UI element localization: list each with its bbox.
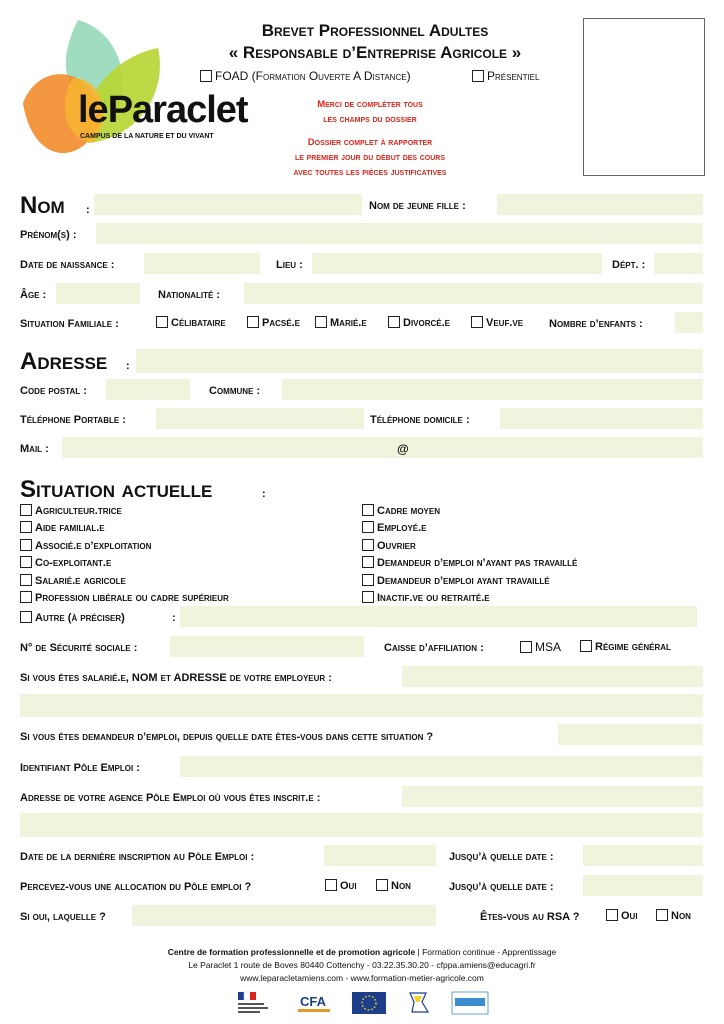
checkbox-allocation-non[interactable]	[376, 879, 388, 891]
title-line1: Brevet Professionnel Adultes	[261, 21, 489, 40]
eu-flag-icon	[352, 992, 386, 1014]
identifiant-label: Identifiant Pôle Emploi :	[20, 762, 140, 774]
situation-left-option-label: Salarié.e agricole	[35, 574, 126, 587]
nom-jeune-fille-field[interactable]	[497, 194, 703, 215]
situation-right-option-label: Employé.e	[377, 522, 427, 535]
situation-familiale-label: Situation Familiale :	[20, 318, 119, 330]
situation-left-checkbox-5[interactable]	[20, 574, 32, 586]
date-naissance-label: Date de naissance :	[20, 259, 115, 271]
checkbox-marie[interactable]	[315, 316, 327, 328]
employeur-field-2[interactable]	[20, 694, 703, 717]
logo-tagline: CAMPUS DE LA NATURE ET DU VIVANT	[80, 133, 214, 140]
footer-line3: www.leparacletamiens.com - www.formation-metier-agricole.com	[240, 973, 484, 983]
caisse-label: Caisse d’affiliation :	[384, 642, 484, 654]
lieu-field[interactable]	[312, 253, 602, 274]
dept-label: Dépt. :	[612, 259, 646, 271]
commune-label: Commune :	[209, 385, 261, 397]
code-postal-label: Code postal :	[20, 385, 87, 397]
jusqua-field-1[interactable]	[583, 845, 703, 866]
nombre-enfants-field[interactable]	[675, 312, 703, 333]
cfa-logo-icon: CFA	[300, 994, 326, 1009]
hauts-de-france-logo-icon	[452, 992, 488, 1014]
situation-right-checkbox-3[interactable]	[362, 539, 374, 551]
checkbox-regime-general[interactable]	[580, 640, 592, 652]
situation-left-option-label: Profession libérale ou cadre supérieur	[35, 592, 229, 604]
situation-right-checkbox-1[interactable]	[362, 504, 374, 516]
prenoms-field[interactable]	[96, 223, 703, 244]
situation-right-option-label: Demandeur d’emploi n’ayant pas travaillé	[377, 557, 578, 570]
nom-jeune-fille-label: Nom de jeune fille :	[369, 200, 466, 212]
jusqua-field-2[interactable]	[583, 875, 703, 896]
nom-heading: Nom	[20, 192, 65, 219]
option-celibataire[interactable]: Célibataire	[156, 316, 226, 330]
situation-left-option-6[interactable]	[20, 591, 229, 605]
title-line2: « Responsable d’Entreprise Agricole »	[228, 43, 522, 62]
photo-box	[583, 18, 705, 176]
agence-label: Adresse de votre agence Pôle Emploi où vous êtes inscrit.e :	[20, 792, 321, 804]
demandeur-question: Si vous êtes demandeur d’emploi, depuis quelle date êtes-vous dans cette situation ?	[20, 731, 434, 743]
autre-field[interactable]	[180, 606, 697, 627]
notice-complete: Merci de compléter tous les champs du dossier	[317, 99, 423, 125]
option-regime-general[interactable]: Régime général	[580, 640, 671, 654]
situation-right-option-6[interactable]	[362, 591, 490, 605]
mail-field[interactable]	[62, 437, 703, 458]
demandeur-date-field[interactable]	[558, 724, 703, 745]
region-logo-icon	[410, 993, 428, 1012]
situation-right-option-label: Demandeur d’emploi ayant travaillé	[377, 574, 550, 587]
laquelle-field[interactable]	[132, 905, 436, 926]
situation-left-checkbox-4[interactable]	[20, 556, 32, 568]
agence-field-1[interactable]	[402, 786, 703, 807]
at-sign: @	[397, 442, 409, 456]
rsa-question: Êtes-vous au RSA ?	[480, 911, 580, 923]
situation-left-checkbox-6[interactable]	[20, 591, 32, 603]
prenoms-label: Prénom(s) :	[20, 229, 77, 241]
situation-right-option-1[interactable]	[362, 504, 440, 518]
situation-left-option-4[interactable]	[20, 556, 111, 570]
checkbox-allocation-oui[interactable]	[325, 879, 337, 891]
dept-field[interactable]	[654, 253, 703, 274]
date-naissance-field[interactable]	[144, 253, 260, 274]
situation-left-option-label: Co-exploitant.e	[35, 557, 112, 570]
adresse-field[interactable]	[136, 349, 703, 373]
secu-field[interactable]	[170, 636, 364, 657]
lieu-label: Lieu :	[276, 259, 303, 271]
laquelle-label: Si oui, laquelle ?	[20, 911, 106, 923]
checkbox-pacse[interactable]	[247, 316, 259, 328]
agence-field-2[interactable]	[20, 813, 703, 837]
tel-domicile-field[interactable]	[500, 408, 703, 429]
footer-line1: Centre de formation professionnelle et de promotion agricole | Formation continue - Apprentissage	[167, 947, 557, 957]
situation-right-option-5[interactable]	[362, 574, 550, 588]
nom-field[interactable]	[94, 194, 362, 215]
checkbox-rsa-non[interactable]	[656, 909, 668, 921]
situation-left-option-3[interactable]	[20, 539, 151, 553]
situation-right-checkbox-5[interactable]	[362, 574, 374, 586]
situation-left-checkbox-3[interactable]	[20, 539, 32, 551]
checkbox-divorce[interactable]	[388, 316, 400, 328]
situation-left-option-label: Associé.e d’exploitation	[35, 539, 152, 552]
secu-label: N° de Sécurité sociale :	[20, 642, 138, 654]
situation-left-checkbox-1[interactable]	[20, 504, 32, 516]
situation-left-option-label: Aide familial.e	[35, 522, 105, 535]
mail-label: Mail :	[20, 443, 49, 455]
ministry-logo-icon	[238, 992, 268, 1013]
salarie-question: Si vous êtes salarié.e, NOM et ADRESSE de votre employeur :	[20, 672, 332, 684]
checkbox-rsa-oui[interactable]	[606, 909, 618, 921]
option-marie[interactable]: Marié.e	[315, 316, 367, 330]
nom-colon: :	[86, 204, 90, 216]
checkbox-autre[interactable]	[20, 611, 32, 623]
option-rsa-non[interactable]: Non	[656, 909, 691, 923]
employeur-field-1[interactable]	[402, 666, 703, 687]
situation-right-checkbox-6[interactable]	[362, 591, 374, 603]
derniere-inscription-label: Date de la dernière inscription au Pôle Emploi :	[20, 851, 255, 863]
option-allocation-non[interactable]: Non	[376, 879, 411, 893]
footer-logos	[230, 988, 500, 1016]
notice-dossier: Dossier complet à rapporter le premier jour du début des cours avec toutes les pièces justificatives	[293, 137, 447, 178]
situation-right-option-4[interactable]	[362, 556, 577, 570]
situation-left-option-2[interactable]	[20, 521, 105, 535]
footer-line2: Le Paraclet 1 route de Boves 80440 Cottenchy - 03.22.35.30.20 - cfppa.amiens@educagri.fr	[188, 960, 536, 970]
jusqua-label-1: Jusqu’à quelle date :	[449, 851, 554, 863]
option-divorce[interactable]: Divorcé.e	[388, 316, 450, 330]
autre-colon: :	[172, 612, 176, 624]
age-label: Âge :	[20, 289, 47, 301]
derniere-inscription-field[interactable]	[324, 845, 436, 866]
situation-left-checkbox-2[interactable]	[20, 521, 32, 533]
situation-left-option-1[interactable]	[20, 504, 122, 518]
nationalite-label: Nationalité :	[158, 289, 221, 301]
situation-right-option-label: Cadre moyen	[377, 505, 441, 517]
option-pacse[interactable]: Pacsé.e	[247, 316, 300, 330]
option-msa[interactable]: MSA	[520, 640, 561, 654]
situation-right-checkbox-4[interactable]	[362, 556, 374, 568]
situation-right-checkbox-2[interactable]	[362, 521, 374, 533]
situation-colon: :	[262, 488, 266, 500]
logo-name: leParaclet	[78, 89, 248, 131]
option-rsa-oui[interactable]: Oui	[606, 909, 638, 923]
situation-left-option-label: Agriculteur.trice	[35, 505, 122, 517]
situation-right-option-3[interactable]	[362, 539, 416, 553]
checkbox-celibataire[interactable]	[156, 316, 168, 328]
code-postal-field[interactable]	[106, 379, 190, 400]
situation-heading: Situation actuelle	[20, 476, 213, 503]
tel-domicile-label: Téléphone domicile :	[370, 414, 470, 426]
situation-right-option-label: Ouvrier	[377, 539, 416, 552]
option-foad[interactable]: FOAD (Formation Ouverte A Distance)	[200, 69, 411, 83]
adresse-colon: :	[126, 360, 130, 372]
checkbox-foad[interactable]	[200, 70, 212, 82]
tel-portable-field[interactable]	[156, 408, 364, 429]
age-field[interactable]	[56, 283, 140, 304]
checkbox-msa[interactable]	[520, 641, 532, 653]
option-autre[interactable]: Autre (à préciser)	[20, 611, 125, 625]
checkbox-presentiel[interactable]	[472, 70, 484, 82]
situation-right-option-label: Inactif.ve ou retraité.e	[377, 592, 490, 604]
commune-field[interactable]	[282, 379, 703, 400]
situation-right-option-2[interactable]	[362, 521, 427, 535]
tel-portable-label: Téléphone Portable :	[20, 414, 126, 426]
nationalite-field[interactable]	[244, 283, 703, 304]
identifiant-field[interactable]	[180, 756, 703, 777]
nombre-enfants-label: Nombre d’enfants :	[549, 318, 643, 330]
adresse-heading: Adresse	[20, 348, 108, 375]
option-veuf[interactable]: Veuf.ve	[471, 316, 523, 330]
checkbox-veuf[interactable]	[471, 316, 483, 328]
allocation-question: Percevez-vous une allocation du Pôle emploi ?	[20, 881, 252, 893]
jusqua-label-2: Jusqu’à quelle date :	[449, 881, 554, 893]
option-presentiel[interactable]: Présentiel	[472, 69, 539, 83]
situation-left-option-5[interactable]	[20, 574, 126, 588]
option-allocation-oui[interactable]: Oui	[325, 879, 357, 893]
